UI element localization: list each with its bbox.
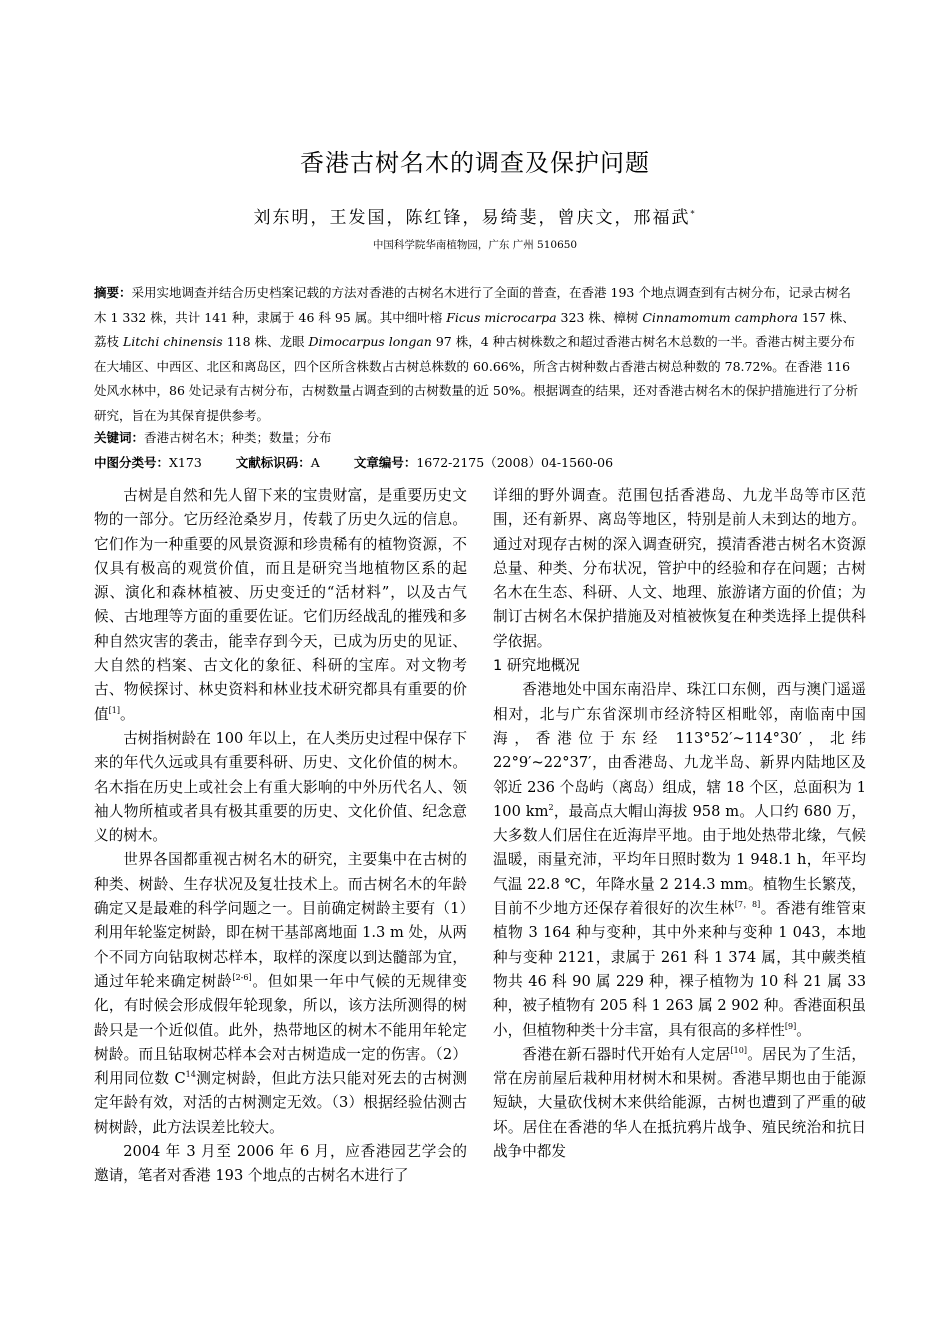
- article-number-label: 文章编号：: [353, 454, 417, 470]
- abstract-text: 采用实地调查并结合历史档案记载的方法对香港的古树名木进行了全面的普查，在香港 193 个地点调查到有古树分布，记录古树名木 1 332 株，共计 141 种，隶属于 46 科 95 属。其中细叶榕: [94, 285, 851, 325]
- paragraph-text: 香港在新石器时代开始有人定居: [522, 1045, 731, 1063]
- abstract-text: 97 株，4 种古树株数之和超过香港古树名木总数的一半。香港古树主要分布在大埔区、中西区、北区和离岛区，四个区所含株数占古树总株数的 60.66%，所含古树种数占香港古树总种数的 78.72%。在香港 116 处风水林中，86 处记录有古树分布，古树数量占调查到的古树数量的近 50%。根据调查的结果，还对香港古树名木的保护措施进行了分析研究，旨在为其保育提供参考。: [94, 334, 859, 423]
- citation: [1]: [108, 705, 120, 715]
- doc-code-value: A: [310, 454, 320, 470]
- abstract: [94, 281, 862, 429]
- abstract-text: 323 株、樟树: [556, 309, 643, 325]
- citation: [2-6]: [232, 973, 252, 983]
- paragraph-text: 古树是自然和先人留下来的宝贵财富，是重要历史文物的一部分。它历经沧桑岁月，传载了历史久远的信息。它们作为一种重要的风景资源和珍贵稀有的植物资源，不仅具有极高的观赏价值，而且是研究当地植物区系的起源、演化和森林植被、历史变迁的“活材料”，以及古气候、古地理等方面的重要佐证。它们历经战乱的摧残和多种自然灾害的袭击，能幸存到今天，已成为历史的见证、大自然的档案、古文化的象征、科研的宝库。对文物考古、物候探讨、林史资料和林业技术研究都具有重要的价值: [94, 487, 467, 723]
- paragraph-text: 香港地处中国东南沿岸、珠江口东侧，西与澳门遥遥相对，北与广东省深圳市经济特区相毗邻，南临南中国海，香港位于东经 113°52′~114°30′，北纬 22°9′~22°37′，由香港岛、九龙半岛、新界内陆地区及邻近 236 个岛屿（离岛）组成，辖 18 个区，总面积为 1 100 km: [493, 681, 866, 820]
- paragraph-text: 。: [796, 1021, 811, 1039]
- citation: [9]: [784, 1021, 797, 1031]
- superscript: 2: [548, 803, 554, 812]
- citation: [10]: [730, 1045, 747, 1055]
- abstract-text: 118 株、龙眼: [222, 334, 309, 350]
- paragraph-text: 。香港有维管束植物 3 164 种与变种，其中外来种与变种 1 043，本地种与变种 2121，隶属于 261 科 1 374 属，其中蕨类植物共 46 科 90 属 229 种，裸子植物为 10 科 21 属 33 种，被子植物有 205 科 1 263 属 2 902 种。香港面积虽小，但植物种类十分丰富，具有很高的多样性: [493, 900, 866, 1039]
- paragraph-text: 世界各国都重视古树名木的研究，主要集中在古树的种类、树龄、生存状况及复壮技术上。而古树名木的年龄确定又是最难的科学问题之一。目前确定树龄主要有（1）利用年轮鉴定树龄，即在树干基部离地面 1.3 m 处，从两个不同方向钻取树芯样本，取样的深度以到达髓部为宜，通过年轮来确定树龄: [94, 851, 467, 990]
- paragraph-text: 测定树龄，但此方法只能对死去的古树测定年龄有效，对活的古树测定无效。（3）根据经验估测古树树龄，此方法误差比较大。: [94, 1070, 467, 1136]
- clc-value: X173: [169, 454, 202, 470]
- clc-label: 中图分类号：: [94, 454, 170, 470]
- body-column-left: [94, 484, 467, 1189]
- species-name: Dimocarpus longan: [308, 334, 432, 350]
- body-paragraph: [493, 1043, 866, 1164]
- body-paragraph: [94, 848, 467, 1140]
- body-paragraph: 古树指树龄在 100 年以上，在人类历史过程中保存下来的年代久远或具有重要科研、历史、文化价值的树木。名木指在历史上或社会上有重大影响的中外历代名人、领袖人物所植或者具有极其重要的历史、文化价值、纪念意义的树木。: [94, 729, 467, 845]
- citation: [7，8]: [734, 900, 761, 910]
- paragraph-text: 2004 年 3 月至 2006 年 6 月，应香港园艺学会的邀请，笔者对香港 193 个地点的古树名木进行了: [94, 1143, 467, 1185]
- isotope-superscript: 14: [185, 1070, 196, 1080]
- paper-title: 香港古树名木的调查及保护问题: [300, 149, 650, 177]
- abstract-label: 摘要：: [94, 285, 132, 300]
- doc-code-item: [236, 455, 320, 470]
- article-meta: [94, 426, 862, 475]
- species-name: Litchi chinensis: [122, 334, 223, 350]
- keywords-label: 关键词：: [94, 430, 145, 445]
- species-name: Ficus microcarpa: [446, 309, 557, 325]
- paragraph-text: 。居民为了生活，常在房前屋后栽种用材树木和果树。香港早期也由于能源短缺，大量砍伐树木来供给能源，古树也遭到了严重的破坏。居住在香港的华人在抵抗鸦片战争、殖民统治和抗日战争中都发: [493, 1045, 866, 1161]
- paragraph-text: 。: [119, 705, 135, 723]
- body-paragraph: [94, 484, 467, 727]
- species-name: Cinnamomum camphora: [642, 309, 798, 325]
- author-names: 刘东明，王发国，陈红锋，易绮斐，曾庆文，邢福武: [253, 208, 691, 228]
- doc-code-label: 文献标识码：: [235, 454, 311, 470]
- author-list: [0, 203, 950, 228]
- abstract-text: 157 株、荔枝: [94, 309, 855, 350]
- body-paragraph-continued: [493, 484, 866, 654]
- corresponding-author-mark: *: [690, 209, 697, 219]
- paragraph-text: 详细的野外调查。范围包括香港岛、九龙半岛等市区范围，还有新界、离岛等地区，特别是前人未到达的地方。通过对现存古树的深入调查研究，摸清香港古树名木资源总量、种类、分布状况，管护中的经验和存在问题；古树名木在生态、科研、人文、地理、旅游诸方面的价值；为制订古树名木保护措施及对植被恢复在种类选择上提供科学依据。: [493, 487, 866, 650]
- affiliation: 中国科学院华南植物园，广东 广州 510650: [372, 239, 578, 251]
- body-column-right: [493, 484, 866, 1164]
- keywords-row: [94, 426, 862, 451]
- classification-row: [94, 451, 862, 476]
- paragraph-text: ，最高点大帽山海拔 958 m。人口约 680 万，大多数人们居住在近海岸平地。由于地处热带北缘，气候温暖，雨量充沛，平均年日照时数为 1 948.1 h，年平均气温 22.8 ℃，年降水量 2 214.3 mm。植物生长繁茂，目前不少地方还保存着很好的次生林: [493, 802, 866, 918]
- keywords-text: 香港古树名木；种类；数量；分布: [144, 430, 332, 445]
- body-paragraph: [94, 1140, 467, 1189]
- article-number-value: 1672-2175（2008）04-1560-06: [416, 454, 614, 470]
- clc-item: [94, 455, 202, 470]
- paragraph-text: 。但如果一年中气候的无规律变化，有时候会形成假年轮现象，所以，该方法所测得的树龄只是一个近似值。此外，热带地区的树木不能用年轮定树龄。而且钻取树芯样本会对古树造成一定的伤害。（2）利用同位数 C: [94, 972, 467, 1088]
- section-heading: 1 研究地概况: [493, 657, 580, 675]
- article-number-item: [354, 455, 613, 470]
- body-paragraph: [493, 678, 866, 1042]
